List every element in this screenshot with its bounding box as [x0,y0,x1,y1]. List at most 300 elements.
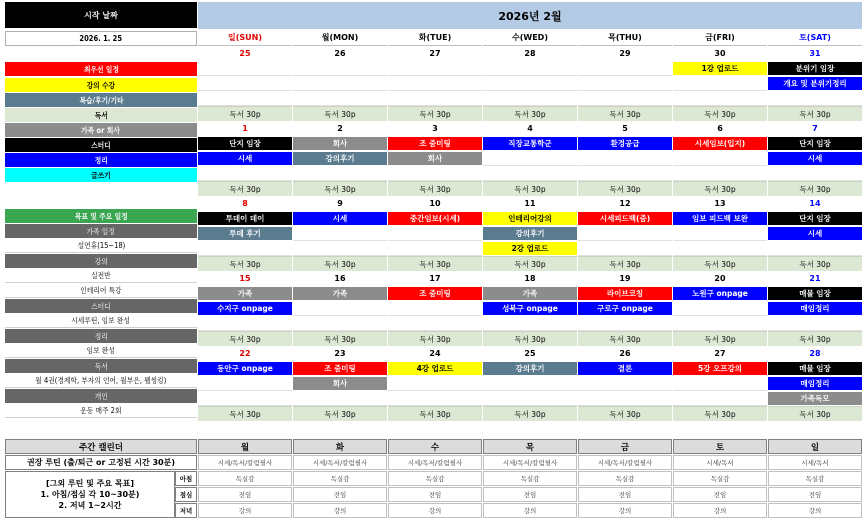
event-tag-text: 가족 [332,289,348,298]
event-tag[interactable] [578,137,672,150]
legend-item [5,108,197,122]
event-tag[interactable] [483,212,577,225]
goal-category-text: 가족 일정 [86,226,116,236]
event-tag[interactable] [198,287,292,300]
event-tag[interactable] [198,362,292,375]
legend-item [5,168,197,182]
reading-cell [768,406,862,421]
day-number [578,271,672,286]
event-tag-text: 단지 임장 [229,139,261,148]
event-tag-text: 매물 임장 [799,289,831,298]
weekly-day-header-text: 화 [335,442,345,453]
event-tag[interactable] [198,227,292,240]
grid-line [673,390,767,391]
grid-line [388,240,482,241]
event-tag[interactable] [483,362,577,375]
reading-cell [293,331,387,346]
day-number [388,271,482,286]
event-tag-text: 시세 [807,154,823,163]
reading-cell [673,331,767,346]
routine-goal-line: 2. 저녁 1~2시간 [58,501,122,510]
day-number-text: 27 [714,349,726,358]
commute-routine-label-text: 권장 루틴 (출/퇴근 or 고정된 시간 30분) [27,458,175,467]
event-tag-text: 강의후기 [515,364,545,373]
day-number [198,121,292,136]
goal-item-text: 운동 매주 2회 [80,406,122,415]
event-tag[interactable] [483,227,577,240]
legend-item-text: 가족 or 회사 [81,125,121,135]
day-number [198,346,292,361]
time-slot-cell-text: 강의 [618,507,632,515]
event-tag-text: 직장교통학군 [508,139,552,148]
event-tag[interactable] [673,362,767,375]
commute-routine-cell [198,455,292,470]
start-date-value-text: 2026. 1. 25 [79,34,123,43]
time-slot-cell-text: 강의 [238,507,252,515]
event-tag-text: 매임정리 [800,379,830,388]
goal-item [5,404,197,418]
day-number-text: 16 [334,274,346,283]
reading-cell-text: 독서 30p [229,109,261,119]
weekly-day-header [388,439,482,454]
reading-cell [578,406,672,421]
reading-cell [483,106,577,121]
time-slot-cell [388,487,482,502]
time-slot-label [175,487,197,502]
day-number [483,196,577,211]
commute-routine-cell [578,455,672,470]
reading-cell [483,256,577,271]
grid-line [198,90,292,91]
event-tag-text: 인테리어강의 [508,214,552,223]
reading-cell-text: 독서 30p [229,334,261,344]
event-tag[interactable] [293,362,387,375]
event-tag-text: 임보 피드백 보완 [692,214,748,223]
time-slot-label-text: 아침 [179,475,193,483]
goal-category-text: 독서 [94,361,108,371]
day-number-text: 28 [524,49,536,58]
day-number-text: 11 [524,199,536,208]
day-number [673,196,767,211]
day-number-text: 10 [429,199,441,208]
grid-line [483,75,577,76]
day-number-text: 26 [334,49,346,58]
weekly-day-header-text: 수 [430,442,440,453]
event-tag[interactable] [483,287,577,300]
legend-item-text: 스터디 [91,140,111,150]
reading-cell [578,181,672,196]
legend-item-text: 강의 수강 [86,80,116,90]
day-number [768,271,862,286]
reading-cell [388,331,482,346]
time-slot-cell [388,471,482,486]
day-number-text: 22 [239,349,251,358]
day-number-text: 24 [429,349,441,358]
commute-routine-cell-text: 시세/독서/칼럼필사 [217,459,273,467]
event-tag[interactable] [578,302,672,315]
reading-cell-text: 독서 30p [324,109,356,119]
event-tag[interactable] [768,302,862,315]
goal-item [5,314,197,328]
reading-cell [673,406,767,421]
legend-item-text: 복습/후기/기타 [78,95,124,105]
weekday-header-text: 월(MON) [321,33,359,42]
reading-cell [483,406,577,421]
weekly-day-header-text: 목 [525,442,535,453]
event-tag[interactable] [483,242,577,255]
weekly-title [5,439,197,454]
weekly-day-header [198,439,292,454]
reading-cell [483,181,577,196]
day-number [483,271,577,286]
day-number [198,196,292,211]
commute-routine-cell-text: 시세/독서/칼럼필사 [502,459,558,467]
day-number-text: 2 [337,124,343,133]
event-tag-text: 조 줌미팅 [419,139,451,148]
event-tag-text: 시세 [237,154,253,163]
legend-item [5,153,197,167]
time-slot-cell [578,503,672,518]
reading-cell [293,181,387,196]
reading-cell-text: 독서 30p [609,409,641,419]
routine-goal-block [5,471,175,518]
reading-cell-text: 독서 30p [419,259,451,269]
legend-item [5,123,197,137]
event-tag[interactable] [293,377,387,390]
day-number [388,121,482,136]
event-tag-text: 개요 및 분위기정리 [783,79,847,88]
event-tag-text: 노원구 onpage [692,289,748,298]
reading-cell-text: 독서 30p [704,409,736,419]
commute-routine-cell [673,455,767,470]
goal-category [5,329,197,343]
day-number-text: 13 [714,199,726,208]
reading-cell-text: 독서 30p [799,409,831,419]
weekly-day-header [768,439,862,454]
legend-item-text: 글쓰기 [91,170,111,180]
event-tag[interactable] [483,302,577,315]
event-tag-text: 시세 [332,214,348,223]
event-tag[interactable] [293,137,387,150]
day-number-text: 6 [717,124,723,133]
commute-routine-cell-text: 시세/독서/칼럼필사 [407,459,463,467]
grid-line [483,390,577,391]
time-slot-cell [483,487,577,502]
reading-cell-text: 독서 30p [799,259,831,269]
event-tag[interactable] [768,287,862,300]
reading-cell [578,106,672,121]
event-tag[interactable] [673,287,767,300]
weekly-day-header [673,439,767,454]
reading-cell [483,331,577,346]
grid-line [198,75,292,76]
day-number [768,121,862,136]
commute-routine-cell [388,455,482,470]
reading-cell-text: 독서 30p [419,109,451,119]
goals-header-text: 목표 및 주요 일정 [74,211,128,221]
event-tag-text: 가족독모 [800,394,830,403]
goal-item [5,239,197,253]
event-tag[interactable] [293,152,387,165]
reading-cell [198,256,292,271]
event-tag[interactable] [768,152,862,165]
day-number-text: 18 [524,274,536,283]
grid-line [673,315,767,316]
weekday-header-text: 목(THU) [608,33,642,42]
event-tag[interactable] [388,152,482,165]
weekday-header [198,30,292,46]
event-tag[interactable] [578,287,672,300]
goal-item [5,374,197,388]
time-slot-cell-text: 전임 [618,491,632,499]
time-slot-cell [198,503,292,518]
event-tag-text: 매임정리 [800,304,830,313]
reading-cell-text: 독서 30p [419,184,451,194]
event-tag-text: 회사 [332,379,348,388]
grid-line [293,75,387,76]
time-slot-cell-text: 전임 [428,491,442,499]
day-number-text: 15 [239,274,251,283]
month-title [198,2,862,29]
time-slot-cell-text: 독실감 [520,475,540,483]
event-tag-text: 회사 [427,154,443,163]
legend-item [5,62,197,76]
event-tag-text: 강의후기 [325,154,355,163]
legend-item [5,78,197,92]
event-tag[interactable] [768,227,862,240]
day-number [578,196,672,211]
grid-line [293,315,387,316]
day-number [673,121,767,136]
time-slot-cell [673,503,767,518]
reading-cell [673,181,767,196]
day-number-text: 12 [619,199,631,208]
time-slot-cell [578,471,672,486]
grid-line [578,390,672,391]
goal-item [5,284,197,298]
event-tag-text: 조 줌미팅 [419,289,451,298]
goal-item [5,344,197,358]
weekday-header-text: 토(SAT) [799,33,831,42]
day-number [483,346,577,361]
legend-item-text: 독서 [94,110,108,120]
event-tag[interactable] [768,77,862,90]
event-tag[interactable] [768,392,862,405]
time-slot-cell-text: 강의 [428,507,442,515]
day-number-text: 14 [809,199,821,208]
reading-cell-text: 독서 30p [704,184,736,194]
event-tag-text: 투데이 데이 [225,214,265,223]
goal-category-text: 정리 [94,331,108,341]
commute-routine-label [5,455,197,470]
grid-line [293,90,387,91]
reading-cell-text: 독서 30p [514,259,546,269]
event-tag-text: 매물 임장 [799,364,831,373]
day-number [388,196,482,211]
reading-cell-text: 독서 30p [514,109,546,119]
day-number-text: 20 [714,274,726,283]
event-tag[interactable] [388,137,482,150]
event-tag[interactable] [388,212,482,225]
goal-category [5,224,197,238]
weekly-day-header [483,439,577,454]
reading-cell [578,256,672,271]
weekday-header-text: 수(WED) [512,33,548,42]
day-number-text: 4 [527,124,533,133]
event-tag[interactable] [673,137,767,150]
day-number-text: 19 [619,274,631,283]
reading-cell-text: 독서 30p [324,184,356,194]
grid-line [388,315,482,316]
time-slot-cell [673,487,767,502]
routine-goal-line: [그외 루틴 및 주요 목표] [45,479,134,488]
event-tag-text: 5강 오프강의 [697,364,743,373]
day-number [198,271,292,286]
event-tag[interactable] [578,362,672,375]
event-tag[interactable] [768,62,862,75]
time-slot-cell-text: 강의 [713,507,727,515]
day-number-text: 9 [337,199,343,208]
event-tag[interactable] [768,377,862,390]
event-tag[interactable] [198,302,292,315]
grid-line [578,165,672,166]
time-slot-label [175,471,197,486]
time-slot-cell [483,503,577,518]
event-tag-text: 가족 [522,289,538,298]
event-tag-text: 중간임보(시세) [409,214,461,223]
event-tag[interactable] [293,287,387,300]
event-tag[interactable] [293,212,387,225]
day-number [388,46,482,61]
event-tag[interactable] [673,62,767,75]
reading-cell-text: 독서 30p [704,109,736,119]
day-number [673,346,767,361]
reading-cell [388,406,482,421]
event-tag[interactable] [483,137,577,150]
grid-line [198,390,292,391]
reading-cell [768,181,862,196]
event-tag-text: 단지 임장 [799,139,831,148]
reading-cell [198,406,292,421]
event-tag-text: 수지구 onpage [217,304,273,313]
reading-cell-text: 독서 30p [324,259,356,269]
time-slot-cell [768,471,862,486]
goal-item [5,269,197,283]
time-slot-cell-text: 독실감 [425,475,445,483]
time-slot-label-text: 저녁 [179,507,193,515]
event-tag[interactable] [768,212,862,225]
event-tag[interactable] [578,212,672,225]
goal-category-text: 강의 [94,256,108,266]
time-slot-label-text: 점심 [179,491,193,499]
grid-line [388,75,482,76]
day-number-text: 1 [242,124,248,133]
weekly-day-header-text: 일 [810,442,820,453]
reading-cell [198,331,292,346]
weekly-day-header-text: 금 [620,442,630,453]
event-tag-text: 1강 업로드 [701,64,739,73]
reading-cell-text: 독서 30p [609,184,641,194]
weekday-header [293,30,387,46]
routine-goal-line: 1. 아침/점심 각 10~30분) [40,490,140,499]
event-tag[interactable] [388,287,482,300]
day-number [293,121,387,136]
reading-cell-text: 독서 30p [704,334,736,344]
day-number [388,346,482,361]
time-slot-cell-text: 독실감 [710,475,730,483]
weekday-header-text: 화(TUE) [418,33,452,42]
event-tag[interactable] [198,152,292,165]
reading-cell-text: 독서 30p [324,409,356,419]
weekday-header-text: 금(FRI) [705,33,735,42]
goal-item-text: 인테리어 특강 [80,286,122,295]
grid-line [673,240,767,241]
event-tag[interactable] [198,212,292,225]
day-number [293,271,387,286]
reading-cell-text: 독서 30p [609,259,641,269]
day-number [673,46,767,61]
event-tag-text: 시세피드백(줌) [599,214,651,223]
reading-cell-text: 독서 30p [419,334,451,344]
event-tag-text: 강의후기 [515,229,545,238]
reading-cell-text: 독서 30p [704,259,736,269]
grid-line [388,390,482,391]
event-tag[interactable] [388,362,482,375]
time-slot-cell-text: 강의 [523,507,537,515]
goal-item-text: 설연휴(15~18) [77,241,125,250]
commute-routine-cell [293,455,387,470]
day-number [198,46,292,61]
grid-line [483,165,577,166]
day-number-text: 3 [432,124,438,133]
event-tag[interactable] [673,212,767,225]
reading-cell-text: 독서 30p [324,334,356,344]
grid-line [293,240,387,241]
event-tag[interactable] [768,137,862,150]
commute-routine-cell-text: 시세/독서/칼럼필사 [312,459,368,467]
time-slot-cell-text: 독실감 [615,475,635,483]
goal-category [5,254,197,268]
reading-cell-text: 독서 30p [514,184,546,194]
event-tag-text: 회사 [332,139,348,148]
event-tag-text: 성북구 onpage [502,304,558,313]
day-number-text: 5 [622,124,628,133]
goal-item-text: 월 4권(경제학, 부자의 언어, 월부은, 웰씽킹) [35,376,167,385]
event-tag-text: 4강 업로드 [416,364,454,373]
event-tag-text: 분위기 임장 [795,64,835,73]
day-number [293,46,387,61]
day-number-text: 17 [429,274,441,283]
weekday-header [673,30,767,46]
event-tag-text: 라이브코칭 [606,289,644,298]
grid-line [578,75,672,76]
event-tag[interactable] [768,362,862,375]
grid-line [483,90,577,91]
time-slot-cell [768,487,862,502]
reading-cell [768,331,862,346]
day-number [768,196,862,211]
start-date-value [5,31,197,46]
goal-category [5,299,197,313]
reading-cell-text: 독서 30p [799,109,831,119]
event-tag[interactable] [198,137,292,150]
goal-category [5,389,197,403]
time-slot-cell-text: 전임 [523,491,537,499]
event-tag-text: 시세임보(입지) [694,139,746,148]
reading-cell [768,256,862,271]
reading-cell [768,106,862,121]
event-tag-text: 시세 [807,229,823,238]
